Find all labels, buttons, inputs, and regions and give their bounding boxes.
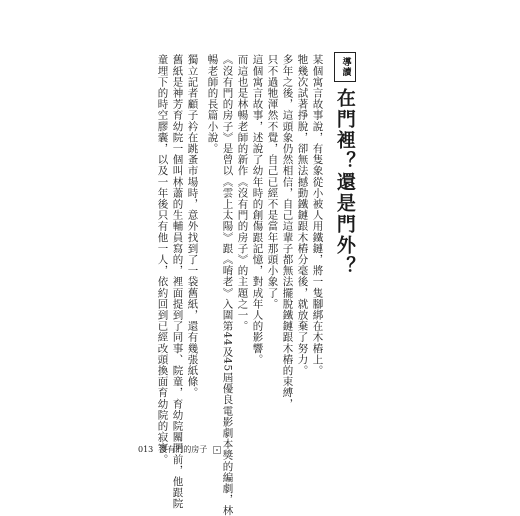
- ornament-icon: [213, 446, 221, 454]
- page-number: 013: [138, 445, 154, 454]
- section-badge: [334, 52, 356, 82]
- body-column: 暢老師的長篇小說。: [206, 54, 219, 154]
- section-badge-label: 導讀: [340, 57, 351, 77]
- chapter-title: 在門裡？還是門外？: [333, 88, 356, 277]
- body-column: 而這也是林暢老師的新作《沒有門的房子》的主題之一。: [236, 54, 249, 332]
- body-column: 童埋下的時空膠囊，以及一年後只有他一人，依約回到已經改頭換面育幼院的寂寥。: [156, 54, 169, 465]
- body-column: 《沒有門的房子》是曾以《雲上太陽》跟《唷老》入圍第44及45屆優良電影劇本獎的編劇，林: [221, 54, 234, 516]
- page-footer: [138, 444, 221, 455]
- body-column: 舊紙是神芳育幼院一個叫林蕭的生輔員寫的，裡面提到了同事、院童，育幼院關閉前，他跟院: [171, 54, 184, 510]
- body-column: 多年之後，這頭象仍然相信，自己這輩子都無法擺脫鐵鏈跟木樁的束縛，: [281, 54, 294, 410]
- body-column: 某個寓言故事說，有隻象從小被人用鐵鏈，將一隻腳綁在木樁上。: [311, 54, 324, 376]
- body-column: 獨立記者顧子衿在跳蚤市場時，意外找到了一袋舊紙，還有幾張紙條。: [186, 54, 199, 399]
- body-column: 牠幾次試著掙脫，卻無法撼動鐵鏈跟木樁分毫後，就放棄了努力。: [296, 54, 309, 376]
- body-column: 只不過牠渾然不覺，自己已經不是當年那頭小象了。: [266, 54, 279, 310]
- running-title: 沒有門的房子: [159, 445, 208, 454]
- body-column: 這個寓言故事，述說了幼年時的創傷跟記憶，對成年人的影響。: [251, 54, 264, 365]
